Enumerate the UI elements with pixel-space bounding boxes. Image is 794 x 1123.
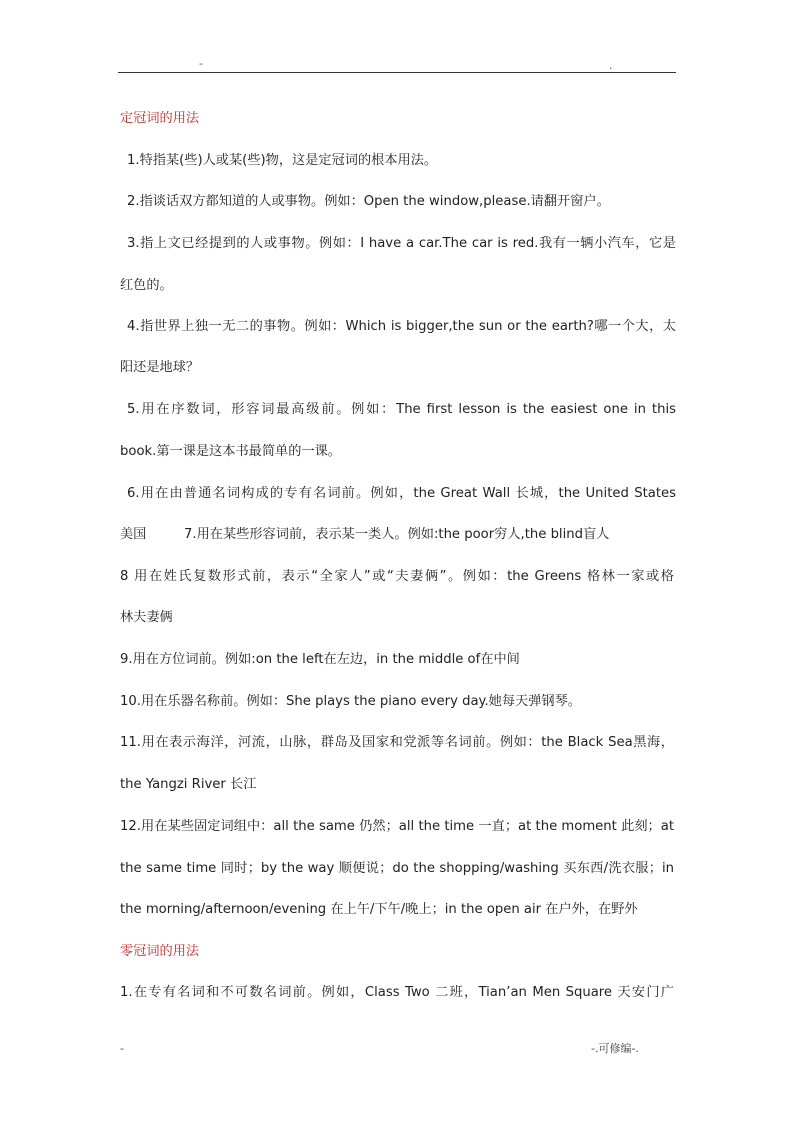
paragraph-line: 8 用在姓氏复数形式前，表示“全家人”或“夫妻俩”。例如：the Greens 格林一家或格 <box>120 569 674 584</box>
paragraph-line: 美国 <box>120 527 147 542</box>
paragraph-line: 阳还是地球？ <box>120 360 200 375</box>
paragraph-line: 7.用在某些形容词前，表示某一类人。例如:the poor穷人,the blind盲人 <box>184 527 610 542</box>
header-rule <box>118 72 676 73</box>
paragraph-line: 10.用在乐器名称前。例如：She plays the piano every day.她每天弹钢琴。 <box>120 694 581 709</box>
paragraph-line: 6.用在由普通名词构成的专有名词前。例如，the Great Wall 长城，the United States <box>127 486 676 501</box>
paragraph-line: 9.用在方位词前。例如:on the left在左边，in the middle of在中间 <box>120 652 520 667</box>
paragraph-line: the morning/afternoon/evening 在上午/下午/晚上；in the open air 在户外，在野外 <box>120 902 638 917</box>
paragraph-line: 3.指上文已经提到的人或事物。例如：I have a car.The car is red.我有一辆小汽车，它是 <box>127 236 676 251</box>
footer-right-text: -.可修编-. <box>591 1042 639 1055</box>
paragraph-line: the same time 同时；by the way 顺便说；do the shopping/washing 买东西/洗衣服；in <box>120 861 674 876</box>
paragraph-line: book.第一课是这本书最简单的一课。 <box>120 444 341 459</box>
section-title-zero-article: 零冠词的用法 <box>120 944 200 959</box>
paragraph-line: 12.用在某些固定词组中：all the same 仍然；all the time 一直；at the moment 此刻；at <box>120 819 674 834</box>
paragraph-line: 11.用在表示海洋，河流，山脉，群岛及国家和党派等名词前。例如：the Black Sea黑海， <box>120 735 674 750</box>
paragraph-line: 2.指谈话双方都知道的人或事物。例如：Open the window,please.请翻开窗户。 <box>127 194 610 209</box>
paragraph-line: the Yangzi River 长江 <box>120 777 257 792</box>
header-left-mark: - <box>199 57 203 70</box>
section-title-definite-article: 定冠词的用法 <box>120 111 200 126</box>
paragraph-line: 5.用在序数词，形容词最高级前。例如：The first lesson is the easiest one in this <box>127 402 676 417</box>
footer-left-mark: - <box>120 1042 124 1055</box>
paragraph-line: 1.特指某(些)人或某(些)物，这是定冠词的根本用法。 <box>127 153 438 168</box>
paragraph-line: 林夫妻俩 <box>120 610 173 625</box>
paragraph-line: 1.在专有名词和不可数名词前。例如，Class Two 二班，Tian’an Men Square 天安门广 <box>120 985 674 1000</box>
header-right-mark: . <box>609 59 613 72</box>
paragraph-line: 4.指世界上独一无二的事物。例如：Which is bigger,the sun or the earth?哪一个大，太 <box>127 319 676 334</box>
paragraph-line: 红色的。 <box>120 278 173 293</box>
